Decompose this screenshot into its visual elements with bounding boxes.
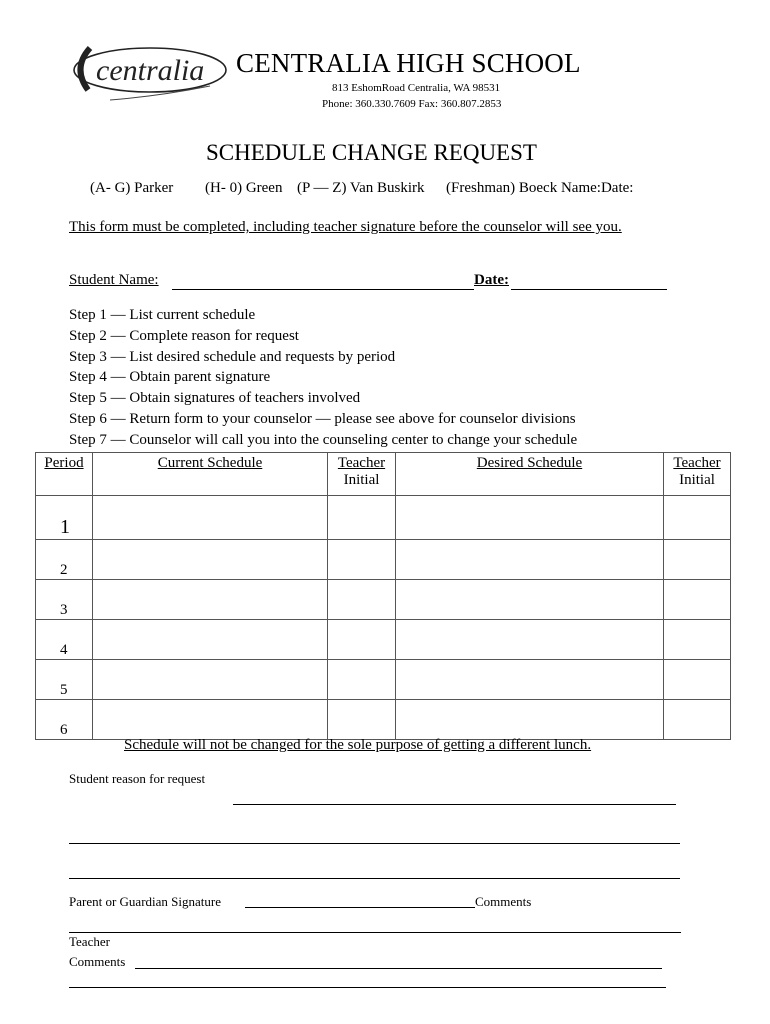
date-label: Date:: [474, 272, 509, 288]
teacher-label: Teacher: [69, 934, 110, 949]
reason-line-1[interactable]: [233, 804, 676, 805]
reason-line-3[interactable]: [69, 878, 680, 879]
student-name-label: Student Name:: [69, 272, 159, 288]
table-row: [36, 580, 731, 620]
counselor-p-z: (P — Z) Van Buskirk: [297, 180, 425, 196]
teacher-comments-line-2[interactable]: [69, 987, 666, 988]
table-row: [36, 660, 731, 700]
period-number: 2: [36, 540, 93, 580]
step-item: Step 7 — Counselor will call you into the counseling center to change your schedule: [69, 431, 578, 448]
student-name-field[interactable]: [172, 275, 474, 290]
table-header-row: [36, 453, 731, 496]
teacher-initial-cell[interactable]: [328, 540, 396, 580]
teacher-initial-cell-2[interactable]: [664, 496, 731, 540]
teacher-initial-cell-2[interactable]: [664, 580, 731, 620]
desired-schedule-cell[interactable]: [396, 700, 664, 740]
parent-signature-label: Parent or Guardian Signature: [69, 894, 221, 909]
table-row: [36, 620, 731, 660]
current-schedule-cell[interactable]: [93, 540, 328, 580]
desired-schedule-header: Desired Schedule: [396, 453, 664, 496]
teacher-initial-cell-2[interactable]: [664, 540, 731, 580]
school-name: CENTRALIA HIGH SCHOOL: [236, 48, 581, 78]
desired-schedule-cell[interactable]: [396, 580, 664, 620]
teacher-initial-cell-2[interactable]: [664, 660, 731, 700]
school-logo: [70, 38, 230, 108]
desired-schedule-cell[interactable]: [396, 540, 664, 580]
table-row: [36, 496, 731, 540]
teacher-initial-cell[interactable]: [328, 496, 396, 540]
desired-schedule-cell[interactable]: [396, 660, 664, 700]
step-item: Step 2 — Complete reason for request: [69, 327, 299, 344]
desired-schedule-cell[interactable]: [396, 496, 664, 540]
form-title: SCHEDULE CHANGE REQUEST: [206, 140, 537, 165]
period-number: 1: [36, 496, 93, 540]
logo-wordmark: centralia: [96, 54, 205, 87]
step-item: Step 5 — Obtain signatures of teachers involved: [69, 390, 361, 407]
current-schedule-cell[interactable]: [93, 660, 328, 700]
step-item: Step 4 — Obtain parent signature: [69, 369, 271, 386]
table-row: [36, 700, 731, 740]
teacher-comments-field[interactable]: [135, 968, 662, 969]
counselor-a-g: (A- G) Parker: [90, 180, 174, 196]
period-number: 6: [36, 700, 93, 740]
teacher-initial-cell[interactable]: [328, 700, 396, 740]
step-item: Step 6 — Return form to your counselor — please see above for counselor divisions: [69, 410, 576, 427]
period-number: 4: [36, 620, 93, 660]
teacher-initial-cell[interactable]: [328, 620, 396, 660]
current-schedule-cell[interactable]: [93, 580, 328, 620]
teacher-initial-cell[interactable]: [328, 580, 396, 620]
schedule-table: [35, 452, 731, 740]
date-field[interactable]: [511, 275, 667, 290]
lunch-note: Schedule will not be changed for the sole purpose of getting a different lunch.: [124, 737, 592, 753]
reason-line-2[interactable]: [69, 843, 680, 844]
counselor-freshman: (Freshman) Boeck Name:Date:: [446, 180, 634, 196]
reason-label: Student reason for request: [69, 771, 206, 786]
teacher-initial-cell[interactable]: [328, 660, 396, 700]
form-notice: This form must be completed, including teacher signature before the counselor will see you.: [69, 219, 622, 235]
steps-list: [69, 305, 577, 451]
current-schedule-cell[interactable]: [93, 620, 328, 660]
step-item: Step 1 — List current schedule: [69, 307, 256, 323]
teacher-comments-label: Comments: [69, 954, 126, 969]
teacher-initial-header-2: Teacher Initial: [664, 453, 731, 496]
parent-comments-label: Comments: [475, 894, 532, 909]
current-schedule-cell[interactable]: [93, 496, 328, 540]
current-schedule-cell[interactable]: [93, 700, 328, 740]
parent-comments-line[interactable]: [69, 932, 681, 933]
teacher-initial-header: Teacher Initial: [328, 453, 396, 496]
counselor-h-o: (H- 0) Green: [205, 180, 283, 196]
teacher-initial-cell-2[interactable]: [664, 620, 731, 660]
period-header: Period: [36, 453, 93, 496]
teacher-initial-cell-2[interactable]: [664, 700, 731, 740]
period-number: 5: [36, 660, 93, 700]
parent-signature-field[interactable]: [245, 907, 475, 908]
desired-schedule-cell[interactable]: [396, 620, 664, 660]
period-number: 3: [36, 580, 93, 620]
school-address: 813 EshomRoad Centralia, WA 98531: [332, 82, 501, 94]
table-row: [36, 540, 731, 580]
step-item: Step 3 — List desired schedule and requests by period: [69, 348, 396, 365]
school-phone-fax: Phone: 360.330.7609 Fax: 360.807.2853: [322, 98, 502, 110]
current-schedule-header: Current Schedule: [93, 453, 328, 496]
